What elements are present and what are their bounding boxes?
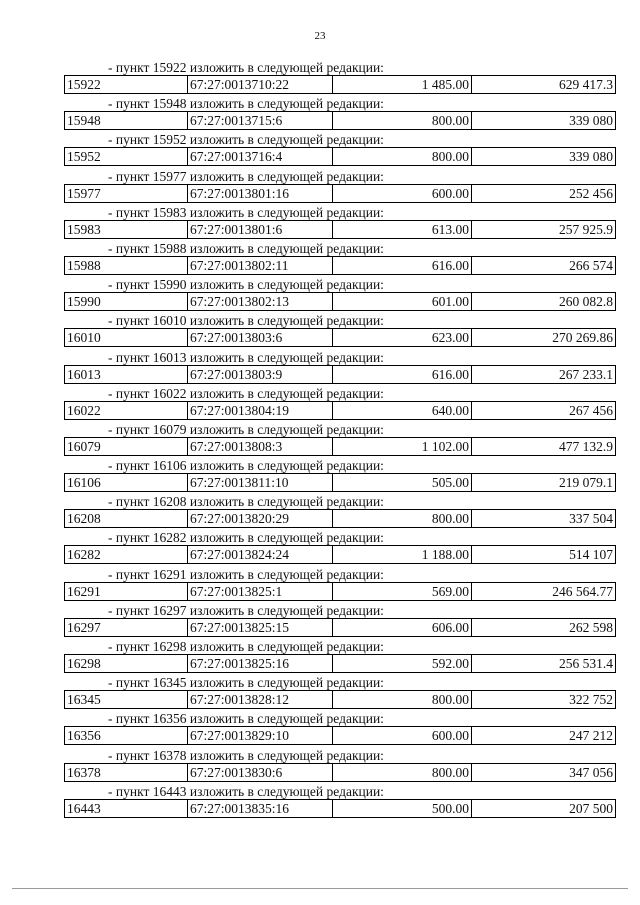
area-cell: 600.00 bbox=[333, 185, 472, 202]
cadastral-number-cell: 67:27:0013802:11 bbox=[188, 257, 333, 274]
amendment-caption: - пункт 16378 изложить в следующей редакции: bbox=[108, 747, 384, 763]
amendment-entry bbox=[64, 241, 616, 277]
cadastral-number-cell: 67:27:0013820:29 bbox=[188, 510, 333, 527]
item-number-cell: 16356 bbox=[65, 727, 188, 744]
amendment-entry bbox=[64, 711, 616, 747]
table-row bbox=[64, 726, 616, 745]
cadastral-number-cell: 67:27:0013825:15 bbox=[188, 619, 333, 636]
area-cell: 569.00 bbox=[333, 583, 472, 600]
amendment-entry bbox=[64, 784, 616, 820]
cadastral-number-cell: 67:27:0013825:16 bbox=[188, 655, 333, 672]
amendment-caption: - пункт 16010 изложить в следующей редакции: bbox=[108, 313, 384, 329]
cadastral-cost-cell: 247 212 bbox=[569, 728, 613, 744]
item-number-cell: 16298 bbox=[65, 655, 188, 672]
cadastral-cost-cell: 266 574 bbox=[569, 257, 613, 273]
item-number-cell: 15990 bbox=[65, 293, 188, 310]
area-cell: 800.00 bbox=[333, 764, 472, 781]
area-cell: 616.00 bbox=[333, 257, 472, 274]
area-cell: 606.00 bbox=[333, 619, 472, 636]
item-number-cell: 16378 bbox=[65, 764, 188, 781]
amendment-entry bbox=[64, 96, 616, 132]
area-cell: 1 188.00 bbox=[333, 546, 472, 563]
table-row bbox=[64, 582, 616, 601]
item-number-cell: 16345 bbox=[65, 691, 188, 708]
area-cell: 600.00 bbox=[333, 727, 472, 744]
cadastral-cost-cell: 477 132.9 bbox=[559, 438, 613, 454]
cadastral-number-cell: 67:27:0013835:16 bbox=[188, 800, 333, 817]
amendment-caption: - пункт 15952 изложить в следующей редакции: bbox=[108, 132, 384, 148]
cadastral-number-cell: 67:27:0013829:10 bbox=[188, 727, 333, 744]
cadastral-number-cell: 67:27:0013808:3 bbox=[188, 438, 333, 455]
cadastral-number-cell: 67:27:0013802:13 bbox=[188, 293, 333, 310]
amendment-caption: - пункт 16106 изложить в следующей редакции: bbox=[108, 458, 384, 474]
area-cell: 613.00 bbox=[333, 221, 472, 238]
area-cell: 800.00 bbox=[333, 112, 472, 129]
table-row bbox=[64, 763, 616, 782]
table-row bbox=[64, 184, 616, 203]
cadastral-number-cell: 67:27:0013715:6 bbox=[188, 112, 333, 129]
cadastral-number-cell: 67:27:0013710:22 bbox=[188, 76, 333, 93]
table-row bbox=[64, 111, 616, 130]
amendment-caption: - пункт 16443 изложить в следующей редакции: bbox=[108, 783, 384, 799]
item-number-cell: 16291 bbox=[65, 583, 188, 600]
cadastral-cost-cell: 262 598 bbox=[569, 619, 613, 635]
amendment-caption: - пункт 15948 изложить в следующей редакции: bbox=[108, 96, 384, 112]
amendment-caption: - пункт 15988 изложить в следующей редакции: bbox=[108, 240, 384, 256]
amendment-caption: - пункт 16298 изложить в следующей редакции: bbox=[108, 639, 384, 654]
amendment-caption: - пункт 16079 изложить в следующей редакции: bbox=[108, 421, 384, 437]
cadastral-cost-cell: 267 233.1 bbox=[559, 366, 613, 382]
amendment-entry bbox=[64, 748, 616, 784]
cadastral-cost-cell: 252 456 bbox=[569, 185, 613, 201]
table-row bbox=[64, 654, 616, 673]
footer-rule bbox=[12, 888, 628, 889]
amendment-caption: - пункт 15990 изложить в следующей редакции: bbox=[108, 277, 384, 293]
amendment-list bbox=[64, 60, 616, 820]
cadastral-cost-cell: 339 080 bbox=[569, 113, 613, 129]
cadastral-number-cell: 67:27:0013825:1 bbox=[188, 583, 333, 600]
table-row bbox=[64, 220, 616, 239]
amendment-entry bbox=[64, 60, 616, 96]
amendment-caption: - пункт 15983 изложить в следующей редакции: bbox=[108, 204, 384, 220]
table-row bbox=[64, 509, 616, 528]
cadastral-cost-cell: 514 107 bbox=[569, 547, 613, 563]
cadastral-number-cell: 67:27:0013801:6 bbox=[188, 221, 333, 238]
item-number-cell: 16282 bbox=[65, 546, 188, 563]
area-cell: 800.00 bbox=[333, 510, 472, 527]
cadastral-number-cell: 67:27:0013811:10 bbox=[188, 474, 333, 491]
amendment-entry bbox=[64, 313, 616, 349]
item-number-cell: 16022 bbox=[65, 402, 188, 419]
amendment-entry bbox=[64, 205, 616, 241]
cadastral-cost-cell: 207 500 bbox=[569, 800, 613, 816]
table-row bbox=[64, 292, 616, 311]
amendment-entry bbox=[64, 639, 616, 675]
cadastral-number-cell: 67:27:0013804:19 bbox=[188, 402, 333, 419]
cadastral-cost-cell: 256 531.4 bbox=[559, 656, 613, 671]
item-number-cell: 15983 bbox=[65, 221, 188, 238]
table-row bbox=[64, 473, 616, 492]
item-number-cell: 15948 bbox=[65, 112, 188, 129]
area-cell: 623.00 bbox=[333, 329, 472, 346]
area-cell: 1 102.00 bbox=[333, 438, 472, 455]
amendment-caption: - пункт 16282 изложить в следующей редакции: bbox=[108, 530, 384, 546]
amendment-caption: - пункт 16022 изложить в следующей редакции: bbox=[108, 385, 384, 401]
amendment-entry bbox=[64, 386, 616, 422]
area-cell: 1 485.00 bbox=[333, 76, 472, 93]
item-number-cell: 15952 bbox=[65, 148, 188, 165]
item-number-cell: 16013 bbox=[65, 366, 188, 383]
amendment-caption: - пункт 16345 изложить в следующей редакции: bbox=[108, 675, 384, 691]
area-cell: 500.00 bbox=[333, 800, 472, 817]
cadastral-number-cell: 67:27:0013803:9 bbox=[188, 366, 333, 383]
cadastral-cost-cell: 260 082.8 bbox=[559, 294, 613, 310]
item-number-cell: 15977 bbox=[65, 185, 188, 202]
area-cell: 640.00 bbox=[333, 402, 472, 419]
cadastral-number-cell: 67:27:0013801:16 bbox=[188, 185, 333, 202]
area-cell: 616.00 bbox=[333, 366, 472, 383]
cadastral-cost-cell: 270 269.86 bbox=[552, 330, 613, 346]
table-row bbox=[64, 401, 616, 420]
amendment-caption: - пункт 15922 изложить в следующей редакции: bbox=[108, 60, 384, 75]
amendment-caption: - пункт 16356 изложить в следующей редакции: bbox=[108, 711, 384, 727]
table-row bbox=[64, 545, 616, 564]
area-cell: 601.00 bbox=[333, 293, 472, 310]
item-number-cell: 16079 bbox=[65, 438, 188, 455]
item-number-cell: 16297 bbox=[65, 619, 188, 636]
item-number-cell: 16010 bbox=[65, 329, 188, 346]
amendment-caption: - пункт 16208 изложить в следующей редакции: bbox=[108, 494, 384, 510]
amendment-caption: - пункт 16297 изложить в следующей редакции: bbox=[108, 602, 384, 618]
cadastral-number-cell: 67:27:0013828:12 bbox=[188, 691, 333, 708]
item-number-cell: 16208 bbox=[65, 510, 188, 527]
amendment-caption: - пункт 15977 изложить в следующей редакции: bbox=[108, 168, 384, 184]
cadastral-cost-cell: 267 456 bbox=[569, 402, 613, 418]
item-number-cell: 16443 bbox=[65, 800, 188, 817]
table-row bbox=[64, 256, 616, 275]
table-row bbox=[64, 147, 616, 166]
cadastral-cost-cell: 246 564.77 bbox=[552, 583, 613, 599]
table-row bbox=[64, 365, 616, 384]
amendment-entry bbox=[64, 603, 616, 639]
amendment-entry bbox=[64, 350, 616, 386]
area-cell: 505.00 bbox=[333, 474, 472, 491]
table-row bbox=[64, 75, 616, 94]
cadastral-cost-cell: 219 079.1 bbox=[559, 475, 613, 491]
table-row bbox=[64, 618, 616, 637]
cadastral-cost-cell: 257 925.9 bbox=[559, 221, 613, 237]
table-row bbox=[64, 328, 616, 347]
cadastral-cost-cell: 322 752 bbox=[569, 692, 613, 708]
amendment-entry bbox=[64, 422, 616, 458]
table-row bbox=[64, 690, 616, 709]
amendment-entry bbox=[64, 530, 616, 566]
amendment-entry bbox=[64, 567, 616, 603]
amendment-entry bbox=[64, 458, 616, 494]
amendment-entry bbox=[64, 132, 616, 168]
cadastral-number-cell: 67:27:0013830:6 bbox=[188, 764, 333, 781]
cadastral-cost-cell: 629 417.3 bbox=[559, 77, 613, 92]
page-number: 23 bbox=[314, 30, 326, 42]
area-cell: 800.00 bbox=[333, 691, 472, 708]
item-number-cell: 15922 bbox=[65, 76, 188, 93]
cadastral-number-cell: 67:27:0013824:24 bbox=[188, 546, 333, 563]
amendment-entry bbox=[64, 494, 616, 530]
amendment-caption: - пункт 16291 изложить в следующей редакции: bbox=[108, 566, 384, 582]
cadastral-cost-cell: 337 504 bbox=[569, 511, 613, 527]
item-number-cell: 16106 bbox=[65, 474, 188, 491]
amendment-entry bbox=[64, 169, 616, 205]
amendment-caption: - пункт 16013 изложить в следующей редакции: bbox=[108, 349, 384, 365]
amendment-entry bbox=[64, 277, 616, 313]
table-row bbox=[64, 437, 616, 456]
cadastral-number-cell: 67:27:0013803:6 bbox=[188, 329, 333, 346]
amendment-entry bbox=[64, 675, 616, 711]
cadastral-number-cell: 67:27:0013716:4 bbox=[188, 148, 333, 165]
cadastral-cost-cell: 347 056 bbox=[569, 764, 613, 780]
area-cell: 592.00 bbox=[333, 655, 472, 672]
item-number-cell: 15988 bbox=[65, 257, 188, 274]
cadastral-cost-cell: 339 080 bbox=[569, 149, 613, 165]
area-cell: 800.00 bbox=[333, 148, 472, 165]
table-row bbox=[64, 799, 616, 818]
